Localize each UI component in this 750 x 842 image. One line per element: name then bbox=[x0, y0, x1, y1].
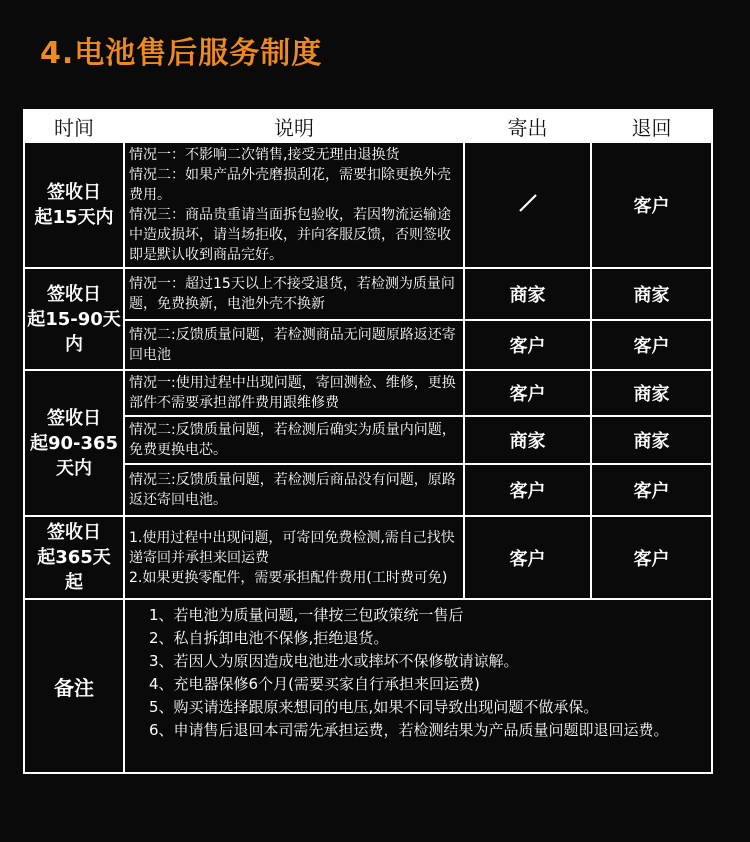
remark-item: 6、申请售后退回本司需先承担运费，若检测结果为产品质量问题即退回运费。 bbox=[149, 721, 669, 739]
return-party-cell: 客户 bbox=[591, 142, 712, 268]
send-party-cell: 客户 bbox=[464, 320, 591, 370]
description-cell: 情况二:反馈质量问题，若检测商品无问题原路返还寄回电池 bbox=[124, 320, 464, 370]
send-party-cell: 客户 bbox=[464, 464, 591, 516]
description-cell: 情况一：不影响二次销售,接受无理由退换货 情况二：如果产品外壳磨损刮花，需要扣除更换外壳费用。 情况三：商品贵重请当面拆包验收，若因物流运输途中造成损坏，请当场拒收，并向客服反馈，否则签收即是默认收到商品完好。 bbox=[124, 142, 464, 268]
period-cell: 签收日 起15天内 bbox=[24, 142, 124, 268]
description-cell: 情况二:反馈质量问题，若检测后确实为质量内问题，免费更换电芯。 bbox=[124, 416, 464, 464]
period-cell: 签收日 起90-365 天内 bbox=[24, 370, 124, 516]
remark-item: 2、私自拆卸电池不保修,拒绝退货。 bbox=[149, 629, 389, 647]
send-party-cell: 客户 bbox=[464, 516, 591, 599]
table-row bbox=[24, 370, 712, 416]
period-cell: 签收日 起15-90天 内 bbox=[24, 268, 124, 370]
remarks-list bbox=[149, 604, 701, 742]
description-cell: 情况一:使用过程中出现问题，寄回测检、维修，更换部件不需要承担部件费用跟维修费 bbox=[124, 370, 464, 416]
return-party-cell: 客户 bbox=[591, 320, 712, 370]
table-row bbox=[24, 142, 712, 268]
send-party-cell: 商家 bbox=[464, 416, 591, 464]
send-party-cell bbox=[464, 142, 591, 268]
table-header-row bbox=[24, 110, 712, 142]
remark-item: 3、若因人为原因造成电池进水或摔坏不保修敬请谅解。 bbox=[149, 652, 519, 670]
table-row bbox=[24, 516, 712, 599]
table-row bbox=[24, 464, 712, 516]
header-return: 退回 bbox=[591, 110, 712, 142]
header-send: 寄出 bbox=[464, 110, 591, 142]
table-row bbox=[24, 416, 712, 464]
return-party-cell: 商家 bbox=[591, 370, 712, 416]
return-party-cell: 客户 bbox=[591, 464, 712, 516]
send-party-cell: 客户 bbox=[464, 370, 591, 416]
remark-item: 4、充电器保修6个月(需要买家自行承担来回运费) bbox=[149, 675, 480, 693]
header-time: 时间 bbox=[24, 110, 124, 142]
slash-icon bbox=[514, 193, 542, 213]
header-description: 说明 bbox=[124, 110, 464, 142]
return-party-cell: 客户 bbox=[591, 516, 712, 599]
period-cell: 签收日 起365天 起 bbox=[24, 516, 124, 599]
table-row bbox=[24, 268, 712, 320]
remarks-row bbox=[24, 599, 712, 773]
page-title: 4.电池售后服务制度 bbox=[40, 36, 323, 71]
after-sales-policy-table bbox=[23, 109, 713, 774]
description-cell: 情况一：超过15天以上不接受退货，若检测为质量问题，免费换新，电池外壳不换新 bbox=[124, 268, 464, 320]
remarks-cell bbox=[124, 599, 712, 773]
remark-item: 1、若电池为质量问题,一律按三包政策统一售后 bbox=[149, 606, 464, 624]
remark-item: 5、购买请选择跟原来想同的电压,如果不同导致出现问题不做承保。 bbox=[149, 698, 599, 716]
table-row bbox=[24, 320, 712, 370]
return-party-cell: 商家 bbox=[591, 268, 712, 320]
remarks-label: 备注 bbox=[24, 599, 124, 773]
send-party-cell: 商家 bbox=[464, 268, 591, 320]
return-party-cell: 商家 bbox=[591, 416, 712, 464]
description-cell: 1.使用过程中出现问题，可寄回免费检测,需自己找快递寄回并承担来回运费 2.如果更换零配件，需要承担配件费用(工时费可免) bbox=[124, 516, 464, 599]
description-cell: 情况三:反馈质量问题，若检测后商品没有问题，原路返还寄回电池。 bbox=[124, 464, 464, 516]
